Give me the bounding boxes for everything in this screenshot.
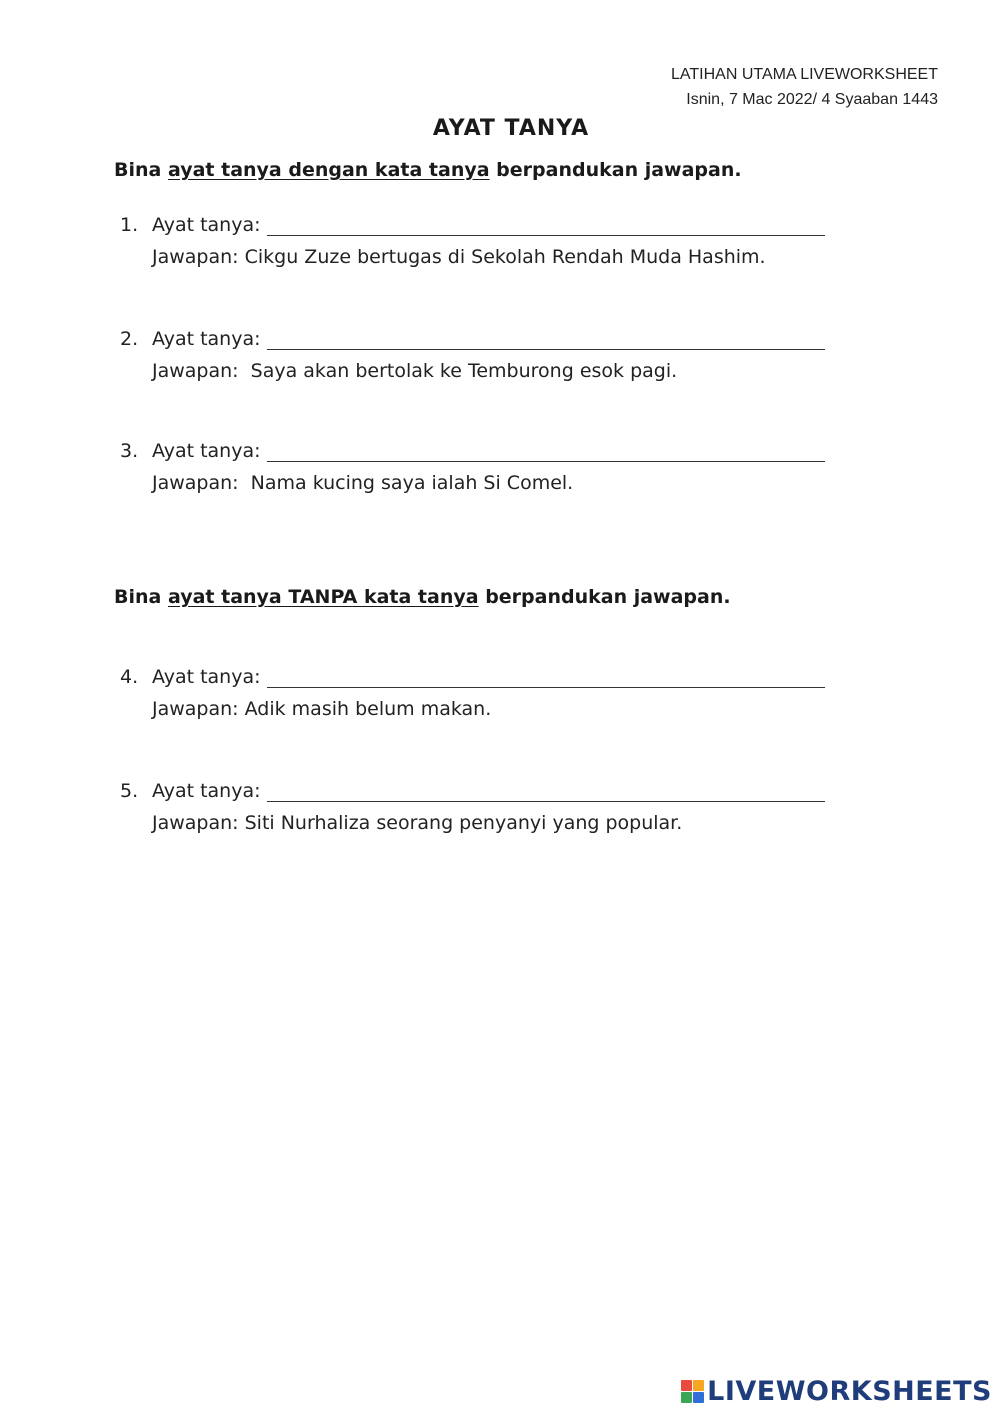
question-2 bbox=[120, 322, 880, 382]
question-5 bbox=[120, 774, 880, 834]
question-answer: Jawapan: Saya akan bertolak ke Temburong esok pagi. bbox=[152, 360, 678, 382]
question-answer: Jawapan: Cikgu Zuze bertugas di Sekolah Rendah Muda Hashim. bbox=[152, 246, 766, 268]
question-number: 1. bbox=[120, 214, 139, 236]
header-line-1: LATIHAN UTAMA LIVEWORKSHEET bbox=[670, 66, 938, 83]
question-label: Ayat tanya: bbox=[152, 328, 261, 350]
question-answer: Jawapan: Siti Nurhaliza seorang penyanyi yang popular. bbox=[152, 812, 683, 834]
answer-input-1[interactable] bbox=[267, 213, 825, 236]
header-line-2: Isnin, 7 Mac 2022/ 4 Syaaban 1443 bbox=[686, 91, 938, 108]
section-1-instruction: Bina ayat tanya dengan kata tanya berpandukan jawapan. bbox=[114, 159, 742, 181]
answer-input-3[interactable] bbox=[267, 439, 825, 462]
logo-mark-square bbox=[681, 1392, 692, 1403]
section-2-instruction: Bina ayat tanya TANPA kata tanya berpandukan jawapan. bbox=[114, 586, 731, 608]
answer-input-4[interactable] bbox=[267, 665, 825, 688]
question-number: 4. bbox=[120, 666, 139, 688]
question-label: Ayat tanya: bbox=[152, 666, 261, 688]
question-number: 2. bbox=[120, 328, 139, 350]
logo-mark-square bbox=[681, 1380, 692, 1391]
logo-text: LIVEWORKSHEETS bbox=[707, 1376, 992, 1407]
question-answer: Jawapan: Nama kucing saya ialah Si Comel. bbox=[152, 472, 574, 494]
section-1-underlined-phrase: ayat tanya dengan kata tanya bbox=[167, 159, 490, 181]
question-label: Ayat tanya: bbox=[152, 780, 261, 802]
question-answer: Jawapan: Adik masih belum makan. bbox=[152, 698, 492, 720]
liveworksheets-logo-icon bbox=[681, 1380, 704, 1403]
question-3 bbox=[120, 434, 880, 494]
page-title: AYAT TANYA bbox=[432, 116, 590, 141]
logo-mark-square bbox=[693, 1380, 704, 1391]
liveworksheets-logo[interactable] bbox=[681, 1376, 992, 1407]
question-label: Ayat tanya: bbox=[152, 440, 261, 462]
question-number: 3. bbox=[120, 440, 139, 462]
question-1 bbox=[120, 208, 880, 268]
section-2-underlined-phrase: ayat tanya TANPA kata tanya bbox=[167, 586, 479, 608]
question-4 bbox=[120, 660, 880, 720]
logo-mark-square bbox=[693, 1392, 704, 1403]
worksheet-header bbox=[671, 62, 938, 112]
question-label: Ayat tanya: bbox=[152, 214, 261, 236]
answer-input-2[interactable] bbox=[267, 327, 825, 350]
question-number: 5. bbox=[120, 780, 139, 802]
answer-input-5[interactable] bbox=[267, 779, 825, 802]
